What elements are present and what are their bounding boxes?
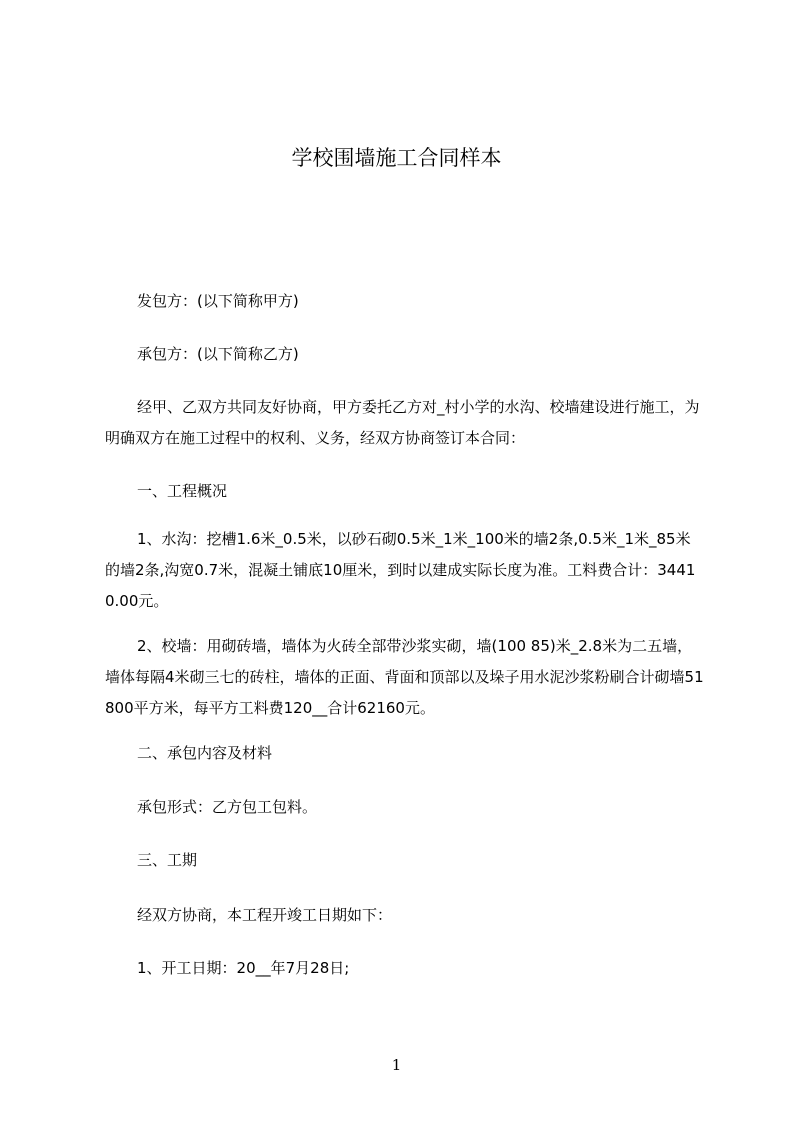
page-number: 1 xyxy=(391,1056,402,1074)
section-heading-schedule: 三、工期 xyxy=(137,851,198,869)
paragraph-start-date: 1、开工日期：20__年7月28日; xyxy=(137,959,350,977)
document-title: 学校围墙施工合同样本 xyxy=(291,146,502,170)
paragraph-schedule-intro: 经双方协商，本工程开竣工日期如下： xyxy=(137,906,393,924)
paragraph-contract-form: 承包形式：乙方包工包料。 xyxy=(137,798,318,816)
paragraph-employer: 发包方：(以下简称甲方) xyxy=(137,292,299,310)
section-heading-scope: 二、承包内容及材料 xyxy=(137,744,273,762)
paragraph-ditch: 1、水沟：挖槽1.6米_0.5米，以砂石砌0.5米_1米_100米的墙2条,0.5米_1米_85米的墙2条,沟宽0.7米，混凝土铺底10厘米，到时以建成实际长度为准。工料费合计：34410.00元。 xyxy=(105,530,696,610)
paragraph-contractor: 承包方：(以下简称乙方) xyxy=(137,345,299,363)
section-heading-overview: 一、工程概况 xyxy=(137,482,228,500)
paragraph-wall: 2、校墙：用砌砖墙，墙体为火砖全部带沙浆实砌，墙(100 85)米_2.8米为二五墙，墙体每隔4米砌三七的砖柱，墙体的正面、背面和顶部以及垛子用水泥沙浆粉刷合计砌墙51800平方米，每平方工料费120__合计62160元。 xyxy=(105,637,704,717)
paragraph-intro: 经甲、乙双方共同友好协商，甲方委托乙方对_村小学的水沟、校墙建设进行施工，为明确双方在施工过程中的权利、义务，经双方协商签订本合同： xyxy=(105,398,700,447)
